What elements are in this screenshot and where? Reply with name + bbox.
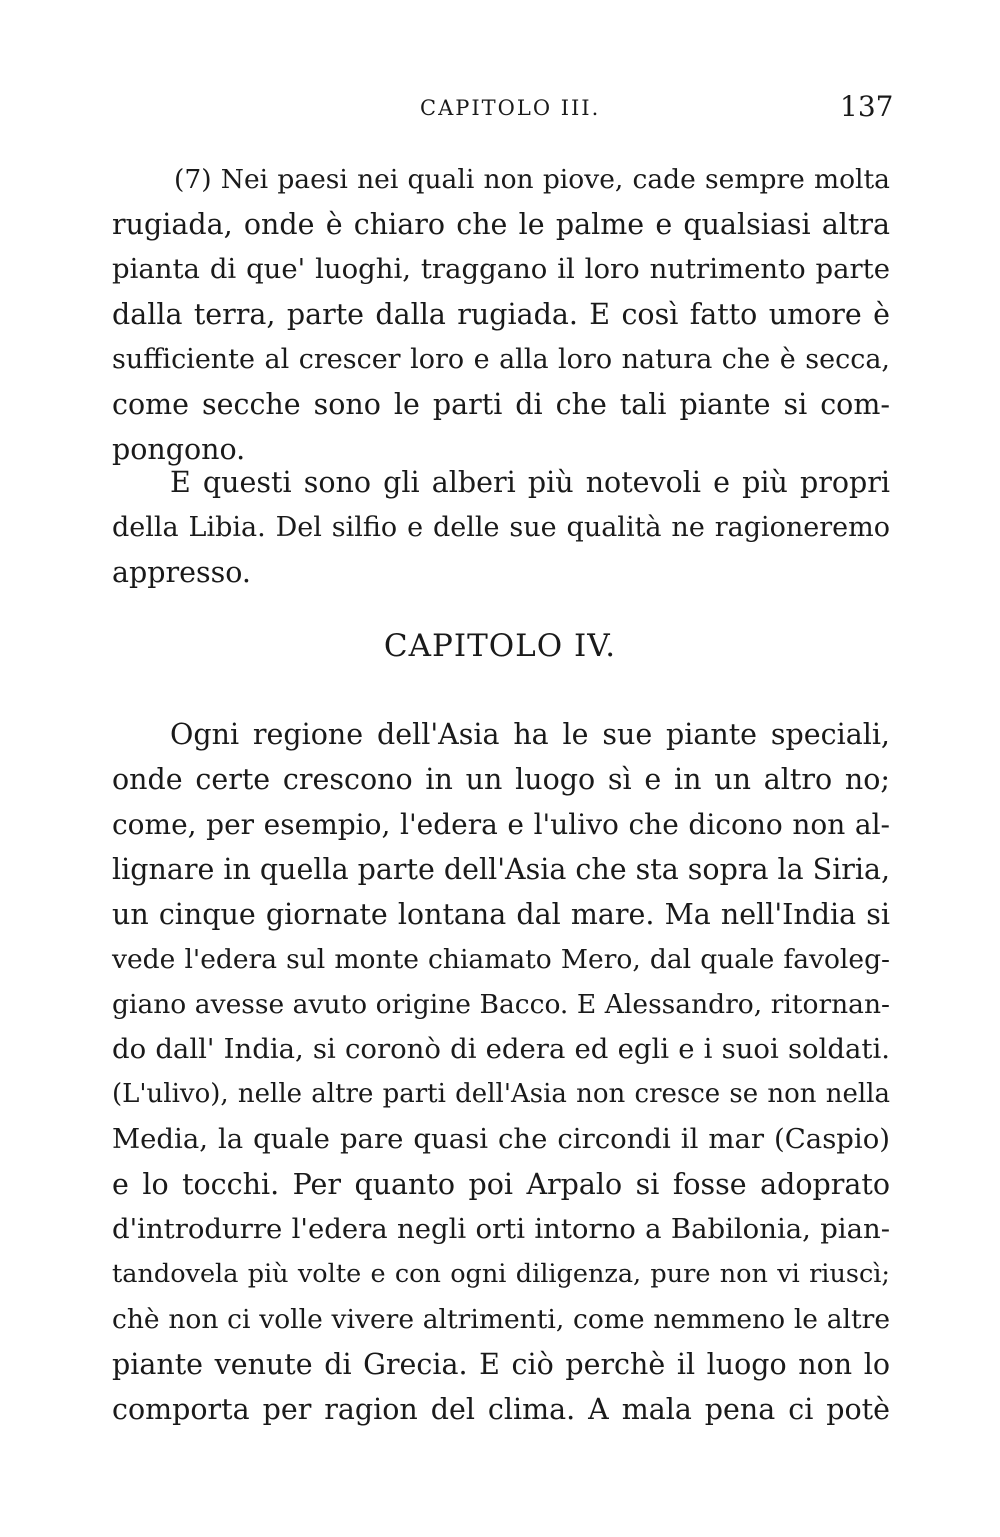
body-line: e lo tocchi. Per quanto poi Arpalo si fosse adoprato (112, 1168, 890, 1201)
body-line: un cinque giornate lontana dal mare. Ma nell'India si (112, 898, 890, 931)
paragraph-continuation (112, 460, 890, 595)
note-line: dalla terra, parte dalla rugiada. E così fatto umore è (112, 298, 890, 331)
body-line: lignare in quella parte dell'Asia che sta sopra la Siria, (112, 853, 891, 886)
paragraph-line: E questi sono gli alberi più notevoli e più propri (170, 466, 890, 499)
body-line: (L'ulivo), nelle altre parti dell'Asia non cresce se non nella (112, 1079, 890, 1109)
running-head (0, 88, 1000, 128)
body-line: giano avesse avuto origine Bacco. E Alessandro, ritornan- (112, 989, 890, 1020)
body-line: vede l'edera sul monte chiamato Mero, dal quale favoleg- (112, 944, 890, 975)
note-line: come secche sono le parti di che tali piante si com- (112, 388, 890, 421)
paragraph-line: della Libia. Del silfio e delle sue qualità ne ragioneremo (112, 512, 890, 543)
note-line: pongono. (112, 433, 246, 466)
chapter-heading: CAPITOLO IV. (383, 628, 617, 664)
body-line: d'introdurre l'edera negli orti intorno a Babilonia, pian- (112, 1213, 890, 1245)
chapter-body (112, 712, 890, 1432)
note-line: (7) Nei paesi nei quali non piove, cade sempre molta (174, 164, 890, 195)
running-title: CAPITOLO III. (420, 96, 601, 120)
note-line: sufficiente al crescer loro e alla loro natura che è secca, (112, 344, 890, 375)
body-line: tandovela più volte e con ogni diligenza, pure non vi riuscì; (112, 1259, 890, 1289)
page-number: 137 (840, 90, 894, 123)
paragraph-line: appresso. (112, 556, 251, 589)
footnote-block (112, 157, 890, 472)
body-line: onde certe crescono in un luogo sì e in un altro no; (112, 763, 890, 796)
body-line: chè non ci volle vivere altrimenti, come nemmeno le altre (112, 1304, 890, 1335)
note-line: pianta di que' luoghi, traggano il loro nutrimento parte (112, 253, 890, 285)
body-line: come, per esempio, l'edera e l'ulivo che dicono non al- (112, 808, 890, 841)
body-line: piante venute di Grecia. E ciò perchè il luogo non lo (112, 1348, 890, 1381)
body-line: do dall' India, si coronò di edera ed egli e i suoi soldati. (112, 1033, 890, 1065)
note-line: rugiada, onde è chiaro che le palme e qualsiasi altra (112, 208, 890, 241)
body-line: Media, la quale pare quasi che circondi il mar (Caspio) (112, 1123, 890, 1155)
body-line: comporta per ragion del clima. A mala pena ci potè (112, 1393, 890, 1426)
body-line: Ogni regione dell'Asia ha le sue piante speciali, (170, 718, 890, 751)
